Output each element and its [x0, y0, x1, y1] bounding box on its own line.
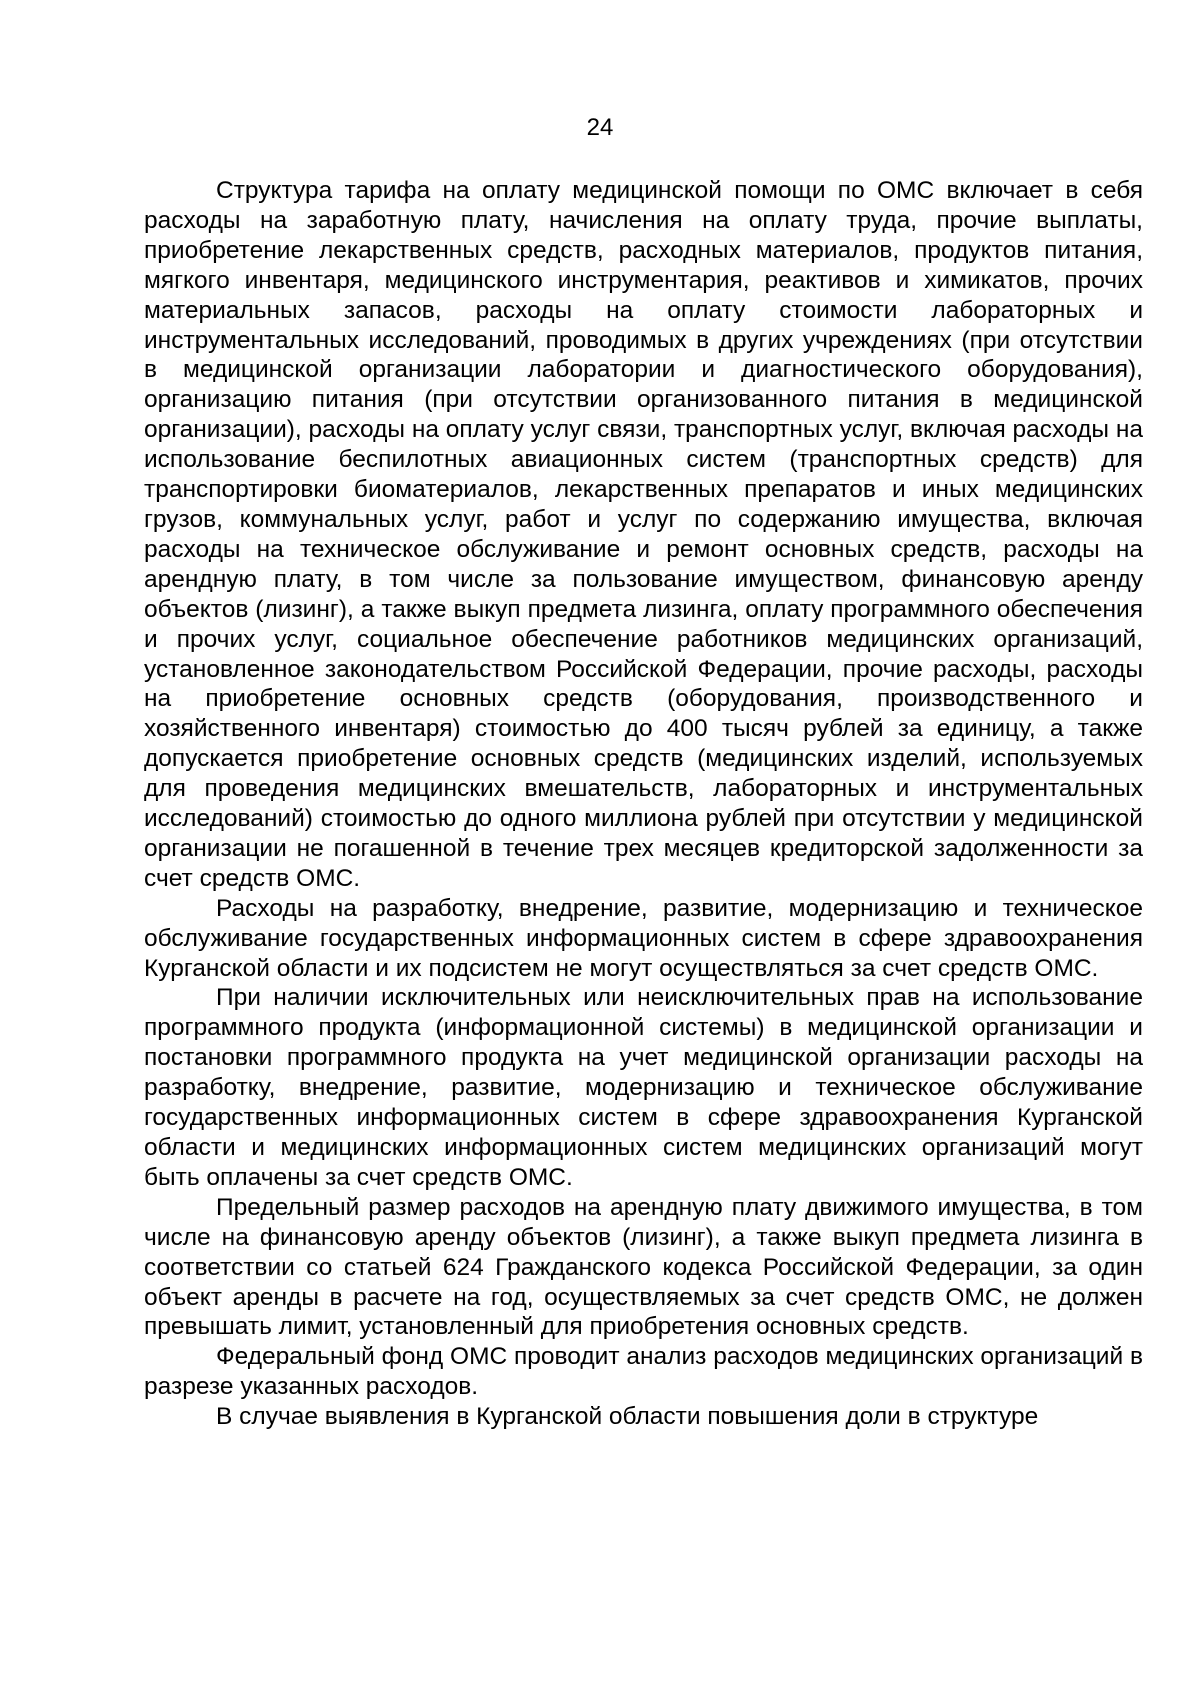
- document-body: [144, 176, 1143, 1432]
- paragraph-software-rights: При наличии исключительных или неисключительных прав на использование программного продукта (информационной системы) в медицинской организации и постановки программного продукта на учет медицинской организации расходы на разработку, внедрение, развитие, модернизацию и техническое обслуживание государственных информационных систем в сфере здравоохранения Курганской области и медицинских информационных систем медицинских организаций могут быть оплачены за счет средств ОМС.: [144, 984, 1143, 1191]
- page-number: 24: [586, 114, 614, 141]
- paragraph-federal-fund-analysis: Федеральный фонд ОМС проводит анализ расходов медицинских организаций в разрезе указанных расходов.: [144, 1343, 1143, 1401]
- paragraph-tariff-structure: Структура тарифа на оплату медицинской помощи по ОМС включает в себя расходы на заработную плату, начисления на оплату труда, прочие выплаты, приобретение лекарственных средств, расходных материалов, продуктов питания, мягкого инвентаря, медицинского инструментария, реактивов и химикатов, прочих материальных запасов, расходы на оплату стоимости лабораторных и инструментальных исследований, проводимых в других учреждениях (при отсутствии в медицинской организации лаборатории и диагностического оборудования), организацию питания (при отсутствии организованного питания в медицинской организации), расходы на оплату услуг связи, транспортных услуг, включая расходы на использование беспилотных авиационных систем (транспортных средств) для транспортировки биоматериалов, лекарственных препаратов и иных медицинских грузов, коммунальных услуг, работ и услуг по содержанию имущества, включая расходы на техническое обслуживание и ремонт основных средств, расходы на арендную плату, в том числе за пользование имуществом, финансовую аренду объектов (лизинг), а также выкуп предмета лизинга, оплату программного обеспечения и прочих услуг, социальное обеспечение работников медицинских организаций, установленное законодательством Российской Федерации, прочие расходы, расходы на приобретение основных средств (оборудования, производственного и хозяйственного инвентаря) стоимостью до 400 тысяч рублей за единицу, а также допускается приобретение основных средств (медицинских изделий, используемых для проведения медицинских вмешательств, лабораторных и инструментальных исследований) стоимостью до одного миллиона рублей при отсутствии у медицинской организации не погашенной в течение трех месяцев кредиторской задолженности за счет средств ОМС.: [144, 177, 1143, 892]
- paragraph-info-systems-expenses: Расходы на разработку, внедрение, развитие, модернизацию и техническое обслуживание государственных информационных систем в сфере здравоохранения Курганской области и их подсистем не могут осуществляться за счет средств ОМС.: [144, 894, 1143, 982]
- paragraph-lease-limit: Предельный размер расходов на арендную плату движимого имущества, в том числе на финансовую аренду объектов (лизинг), а также выкуп предмета лизинга в соответствии со статьей 624 Гражданского кодекса Российской Федерации, за один объект аренды в расчете на год, осуществляемых за счет средств ОМС, не должен превышать лимит, установленный для приобретения основных средств.: [144, 1193, 1143, 1341]
- paragraph-share-increase: В случае выявления в Курганской области повышения доли в структуре: [216, 1403, 1039, 1431]
